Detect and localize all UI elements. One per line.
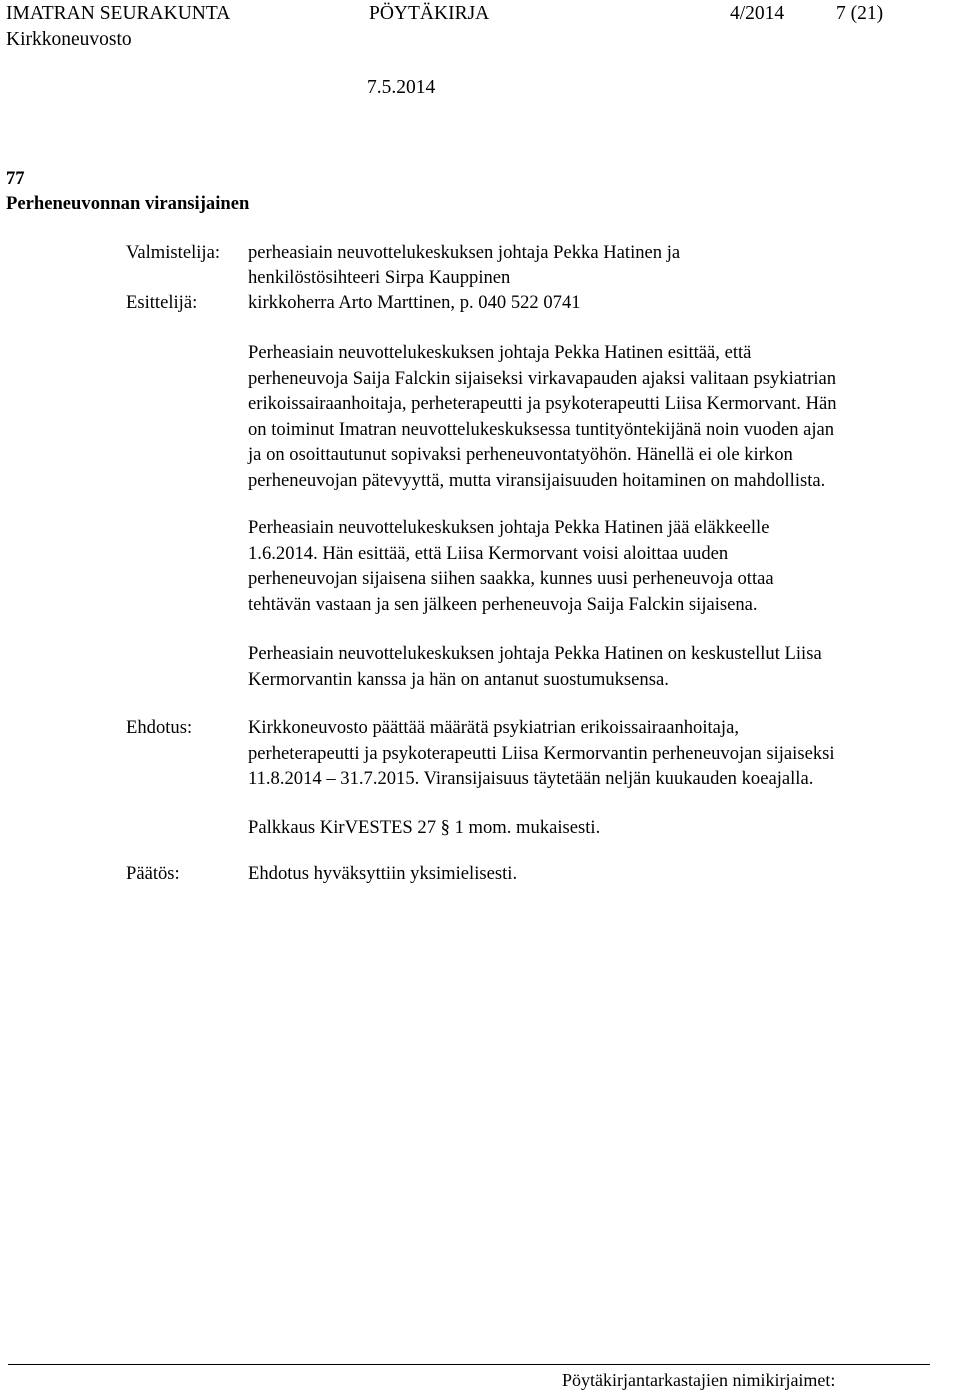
proposal-line: 11.8.2014 – 31.7.2015. Viransijaisuus täytetään neljän kuukauden koeajalla. [248, 768, 814, 790]
preparer-line-2: henkilöstösihteeri Sirpa Kauppinen [248, 267, 511, 288]
proposal-text [248, 715, 960, 792]
paragraph-line: Perheasiain neuvottelukeskuksen johtaja Pekka Hatinen esittää, että [248, 342, 752, 363]
paragraph-line: perheneuvojan pätevyyttä, mutta viransijaisuuden hoitaminen on mahdollista. [248, 469, 826, 491]
section-number: 77 [6, 168, 25, 189]
paragraph-line: ja on osoittautunut sopivaksi perheneuvontatyöhön. Hänellä ei ole kirkon [248, 444, 793, 466]
decision-value: Ehdotus hyväksyttiin yksimielisesti. [248, 863, 518, 884]
paragraph-line: Perheasiain neuvottelukeskuksen johtaja Pekka Hatinen jää eläkkeelle [248, 517, 770, 538]
preparer-line-1: perheasiain neuvottelukeskuksen johtaja Pekka Hatinen ja [248, 242, 681, 263]
paragraph-line: Perheasiain neuvottelukeskuksen johtaja Pekka Hatinen on keskustellut Liisa [248, 643, 822, 664]
paragraph-line: perheneuvojan sijaisena siihen saakka, kunnes uusi perheneuvoja ottaa [248, 568, 774, 590]
footer-divider [8, 1364, 930, 1365]
presenter-value: kirkkoherra Arto Marttinen, p. 040 522 0741 [248, 292, 581, 313]
salary-line: Palkkaus KirVESTES 27 § 1 mom. mukaisesti. [248, 817, 601, 838]
paragraph-1 [248, 340, 960, 494]
paragraph-line: on toiminut Imatran neuvottelukeskuksessa tuntityöntekijänä noin vuoden ajan [248, 418, 835, 440]
paragraph-line: 1.6.2014. Hän esittää, että Liisa Kermorvant voisi aloittaa uuden [248, 542, 729, 564]
proposal-label: Ehdotus: [126, 717, 193, 738]
header-doc-number: 4/2014 [730, 3, 785, 24]
decision-label: Päätös: [126, 863, 180, 884]
footer-signatures-label: Pöytäkirjantarkastajien nimikirjaimet: [562, 1370, 836, 1390]
header-org: IMATRAN SEURAKUNTA [6, 3, 231, 24]
paragraph-2 [248, 515, 960, 617]
proposal-line: perheterapeutti ja psykoterapeutti Liisa Kermorvantin perheneuvojan sijaiseksi [248, 742, 835, 764]
header-page: 7 (21) [836, 3, 884, 24]
section-title: Perheneuvonnan viransijainen [6, 193, 250, 214]
paragraph-line: erikoissairaanhoitaja, perheterapeutti ja psykoterapeutti Liisa Kermorvant. Hän [248, 393, 837, 415]
header-date: 7.5.2014 [367, 77, 436, 98]
paragraph-line: Kermorvantin kanssa ja hän on antanut suostumuksensa. [248, 668, 669, 690]
proposal-line: Kirkkoneuvosto päättää määrätä psykiatrian erikoissairaanhoitaja, [248, 717, 740, 738]
paragraph-line: perheneuvoja Saija Falckin sijaiseksi virkavapauden ajaksi valitaan psykiatrian [248, 367, 837, 389]
paragraph-line: tehtävän vastaan ja sen jälkeen perheneuvoja Saija Falckin sijaisena. [248, 593, 758, 615]
presenter-label: Esittelijä: [126, 292, 198, 313]
header-body: Kirkkoneuvosto [6, 29, 132, 50]
paragraph-3 [248, 641, 960, 692]
preparer-label: Valmistelija: [126, 242, 220, 263]
header-doc-type: PÖYTÄKIRJA [369, 3, 490, 24]
